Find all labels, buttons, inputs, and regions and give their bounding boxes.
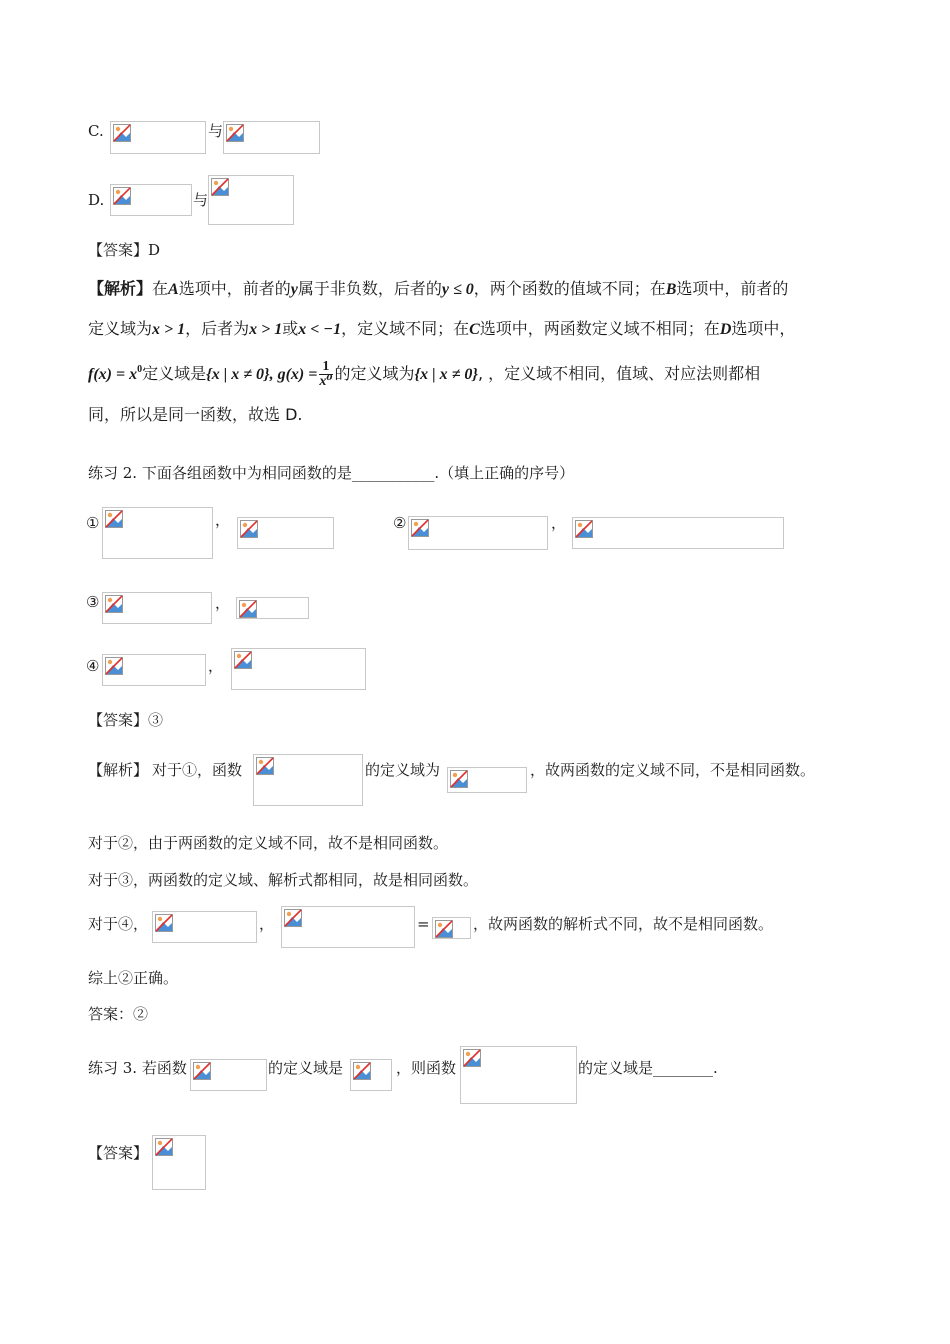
broken-image-icon <box>105 657 123 675</box>
analysis-2-text: 对于④， <box>88 915 149 933</box>
text: .（填上正确的序号） <box>434 464 575 482</box>
separator: ， <box>215 511 231 529</box>
math-var: y <box>290 281 298 298</box>
separator: ， <box>215 594 231 612</box>
text: 在 <box>152 279 169 298</box>
text: 或 <box>282 319 299 338</box>
math-expr: x > 1 <box>152 321 186 338</box>
broken-image-icon <box>105 510 123 528</box>
text: . <box>713 1059 718 1077</box>
exercise-2-title <box>88 463 574 483</box>
text: ，定义域不同；在 <box>341 319 470 338</box>
image-placeholder <box>208 175 294 225</box>
broken-image-icon <box>193 1062 211 1080</box>
item-1-marker: ① <box>86 514 100 532</box>
option-c-label: C. <box>88 122 104 140</box>
broken-image-icon <box>234 651 252 669</box>
fraction <box>319 360 332 389</box>
broken-image-icon <box>113 187 131 205</box>
math-var: A <box>168 281 179 298</box>
exponent: 0 <box>137 364 143 375</box>
option-d-label: D. <box>88 191 105 209</box>
math-expr: {x | x ≠ 0} <box>414 366 478 383</box>
exercise-3-text: ，则函数 <box>396 1059 457 1077</box>
analysis-2-text: 对于①，函数 <box>152 761 243 779</box>
broken-image-icon <box>435 920 453 938</box>
analysis-1-line-4: 同，所以是同一函数，故选 D. <box>88 405 303 424</box>
image-placeholder <box>281 906 415 948</box>
equals-sign: = <box>417 915 430 933</box>
analysis-2-text: ，故两函数的定义域不同，不是相同函数。 <box>530 761 816 779</box>
text: 选项中，两函数定义域不相同；在 <box>479 319 720 338</box>
fraction-numerator: 1 <box>319 360 332 375</box>
image-placeholder <box>190 1059 267 1091</box>
broken-image-icon <box>284 909 302 927</box>
image-placeholder <box>432 917 471 939</box>
item-2-marker: ② <box>393 514 407 532</box>
image-placeholder <box>152 911 257 943</box>
broken-image-icon <box>463 1049 481 1067</box>
analysis-1-line-2 <box>88 318 795 341</box>
math-var: C <box>469 321 480 338</box>
analysis-label: 【解析】 <box>88 279 153 298</box>
exercise-3-text: 练习 3. 若函数 <box>88 1059 187 1077</box>
analysis-2-answer: 答案：② <box>88 1005 149 1023</box>
text: 属于非负数，后者的 <box>297 279 442 298</box>
joiner-d: 与 <box>193 191 209 209</box>
joiner-c: 与 <box>208 122 224 140</box>
image-placeholder <box>572 517 784 549</box>
answer-3: 【答案】 <box>88 1144 149 1162</box>
broken-image-icon <box>240 520 258 538</box>
text: ，两个函数的值域不同；在 <box>473 279 666 298</box>
text: 的定义域为 <box>334 364 415 383</box>
answer-1: 【答案】D <box>88 241 161 259</box>
math-var: B <box>665 281 677 298</box>
image-placeholder <box>447 767 527 793</box>
separator: ， <box>259 915 275 933</box>
math-expr: y ≤ 0 <box>441 281 474 298</box>
analysis-2-line-2: 对于②，由于两函数的定义域不同，故不是相同函数。 <box>88 834 449 852</box>
math-expr: , g(x) = <box>269 366 318 383</box>
text: ，后者为 <box>185 319 250 338</box>
image-placeholder <box>460 1046 577 1104</box>
fraction-denominator: x⁰ <box>319 374 333 389</box>
math-var: D <box>719 321 732 338</box>
image-placeholder <box>237 517 334 549</box>
image-placeholder <box>152 1135 206 1190</box>
analysis-2-text: 的定义域为 <box>365 761 441 779</box>
analysis-2-label: 【解析】 <box>88 761 149 779</box>
broken-image-icon <box>239 600 257 618</box>
broken-image-icon <box>575 520 593 538</box>
image-placeholder <box>102 654 206 686</box>
broken-image-icon <box>256 757 274 775</box>
separator: ， <box>208 657 224 675</box>
exercise-3-text: 的定义域是 <box>268 1059 344 1077</box>
separator: ， <box>551 514 567 532</box>
analysis-1-line-3 <box>88 355 760 390</box>
broken-image-icon <box>155 1138 173 1156</box>
answer-blank: ___________ <box>351 464 435 482</box>
broken-image-icon <box>353 1062 371 1080</box>
text: , ，定义域不相同，值域、对应法则都相 <box>477 364 761 383</box>
analysis-2-line-3: 对于③，两函数的定义域、解析式都相同，故是相同函数。 <box>88 871 479 889</box>
image-placeholder <box>223 121 320 154</box>
image-placeholder <box>231 648 366 690</box>
image-placeholder <box>110 121 206 154</box>
answer-2: 【答案】③ <box>88 711 164 729</box>
text: 定义域为 <box>88 319 153 338</box>
image-placeholder <box>236 597 309 619</box>
image-placeholder <box>102 507 213 559</box>
answer-blank: ________ <box>653 1059 714 1077</box>
text: 选项中， <box>731 319 796 338</box>
broken-image-icon <box>450 770 468 788</box>
text: 选项中，前者的 <box>676 279 789 298</box>
broken-image-icon <box>226 124 244 142</box>
item-4-marker: ④ <box>86 657 100 675</box>
math-expr: x > 1 <box>249 321 283 338</box>
broken-image-icon <box>155 914 173 932</box>
text: 选项中，前者的 <box>178 279 291 298</box>
image-placeholder <box>110 184 192 216</box>
image-placeholder <box>408 516 548 550</box>
broken-image-icon <box>211 178 229 196</box>
broken-image-icon <box>113 124 131 142</box>
image-placeholder <box>102 592 212 624</box>
text: 练习 2. 下面各组函数中为相同函数的是 <box>88 464 352 482</box>
math-expr: x < −1 <box>298 321 342 338</box>
math-expr: {x | x ≠ 0} <box>206 366 270 383</box>
text: 的定义域是 <box>578 1059 654 1077</box>
math-expr: f(x) = x <box>88 366 138 383</box>
broken-image-icon <box>411 519 429 537</box>
exercise-3-tail <box>578 1058 718 1078</box>
image-placeholder <box>350 1059 392 1091</box>
analysis-2-conclusion: 综上②正确。 <box>88 969 179 987</box>
analysis-2-text: ，故两函数的解析式不同，故不是相同函数。 <box>473 915 774 933</box>
image-placeholder <box>253 754 363 806</box>
analysis-1-line-1 <box>88 278 788 301</box>
broken-image-icon <box>105 595 123 613</box>
item-3-marker: ③ <box>86 593 100 611</box>
text: 定义域是 <box>142 364 207 383</box>
